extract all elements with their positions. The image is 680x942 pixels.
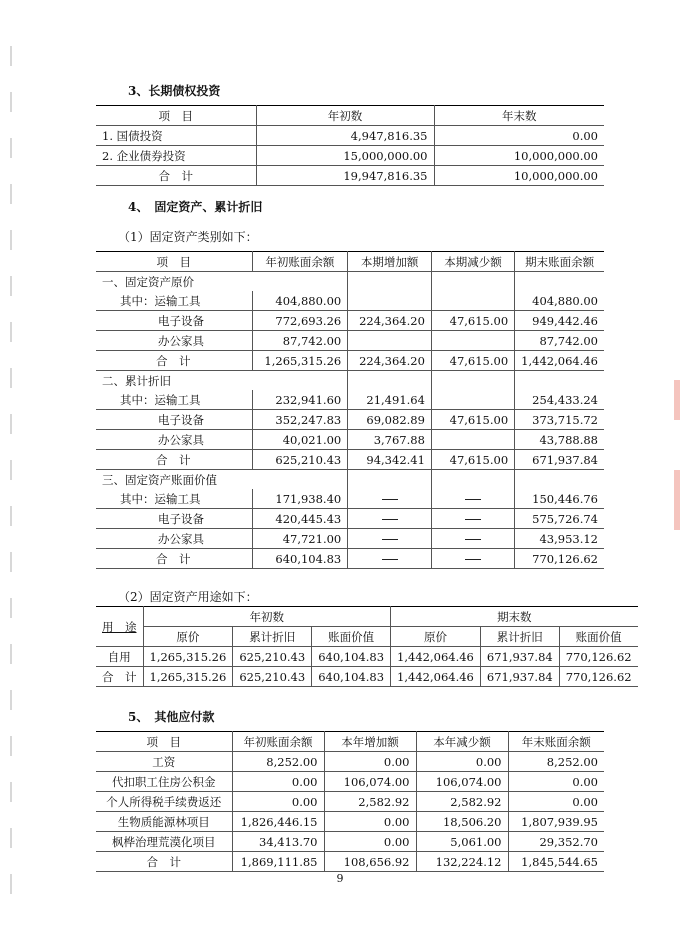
row-dec: 47,615.00 bbox=[431, 450, 514, 470]
row-use: 合 计 bbox=[96, 667, 143, 687]
table-row bbox=[96, 291, 604, 311]
row-dec bbox=[431, 430, 514, 450]
table-header-row bbox=[96, 732, 604, 752]
table-total-row bbox=[96, 166, 604, 186]
row-dec bbox=[431, 529, 514, 549]
row-value: 640,104.83 bbox=[312, 667, 391, 687]
subheader-cost: 原价 bbox=[391, 627, 481, 647]
row-end: 87,742.00 bbox=[515, 331, 604, 351]
row-item: 合 计 bbox=[96, 549, 252, 569]
header-begin: 年初数 bbox=[256, 106, 434, 126]
group-empty-cell bbox=[515, 371, 604, 391]
row-end: 1,845,544.65 bbox=[508, 852, 604, 872]
row-end: 10,000,000.00 bbox=[434, 166, 604, 186]
group-row bbox=[96, 371, 604, 391]
group-row bbox=[96, 470, 604, 490]
row-begin: 0.00 bbox=[232, 792, 324, 812]
dash-mark bbox=[382, 539, 398, 540]
row-begin: 4,947,816.35 bbox=[256, 126, 434, 146]
group-empty-cell bbox=[348, 470, 432, 490]
table-row bbox=[96, 146, 604, 166]
row-dec bbox=[431, 390, 514, 410]
row-begin: 40,021.00 bbox=[252, 430, 348, 450]
row-end: 1,807,939.95 bbox=[508, 812, 604, 832]
row-inc bbox=[348, 549, 432, 569]
row-end: 575,726.74 bbox=[515, 509, 604, 529]
row-value: 770,126.62 bbox=[559, 667, 637, 687]
row-end: 0.00 bbox=[508, 792, 604, 812]
row-begin: 1,826,446.15 bbox=[232, 812, 324, 832]
row-dec: 0.00 bbox=[416, 752, 508, 772]
table-header-row bbox=[96, 252, 604, 272]
row-end: 29,352.70 bbox=[508, 832, 604, 852]
row-begin: 87,742.00 bbox=[252, 331, 348, 351]
group-empty-cell bbox=[252, 470, 348, 490]
row-end: 43,953.12 bbox=[515, 529, 604, 549]
group-empty-cell bbox=[431, 470, 514, 490]
group-empty-cell bbox=[431, 371, 514, 391]
row-inc: 224,364.20 bbox=[348, 351, 432, 371]
row-dec bbox=[431, 489, 514, 509]
table-row bbox=[96, 410, 604, 430]
group-empty-cell bbox=[252, 272, 348, 292]
table-row bbox=[96, 331, 604, 351]
group-row bbox=[96, 272, 604, 292]
fixed-asset-use-table bbox=[96, 606, 638, 687]
row-item: 合 计 bbox=[96, 166, 256, 186]
row-inc bbox=[348, 509, 432, 529]
row-inc bbox=[348, 489, 432, 509]
row-value: 1,265,315.26 bbox=[143, 667, 233, 687]
header-end: 年末账面余额 bbox=[508, 732, 604, 752]
table-row bbox=[96, 647, 638, 667]
row-inc: 94,342.41 bbox=[348, 450, 432, 470]
row-inc: 108,656.92 bbox=[324, 852, 416, 872]
row-value: 770,126.62 bbox=[559, 647, 637, 667]
row-inc: 224,364.20 bbox=[348, 311, 432, 331]
row-item: 办公家具 bbox=[96, 331, 252, 351]
header-item: 项 目 bbox=[96, 252, 252, 272]
fixed-asset-body bbox=[96, 272, 604, 569]
row-end: 949,442.46 bbox=[515, 311, 604, 331]
dash-mark bbox=[465, 499, 481, 500]
row-end: 0.00 bbox=[508, 772, 604, 792]
group-empty-cell bbox=[515, 272, 604, 292]
row-dec bbox=[431, 331, 514, 351]
header-begin: 年初账面余额 bbox=[252, 252, 348, 272]
table-header-row bbox=[96, 607, 638, 627]
row-inc: 21,491.64 bbox=[348, 390, 432, 410]
row-value: 1,265,315.26 bbox=[143, 647, 233, 667]
dash-mark bbox=[465, 539, 481, 540]
section-3-title: 3、长期债权投资 bbox=[128, 84, 221, 98]
header-inc: 本年增加额 bbox=[324, 732, 416, 752]
row-dec bbox=[431, 291, 514, 311]
page-number: 9 bbox=[336, 872, 344, 885]
row-item: 生物质能源林项目 bbox=[96, 812, 232, 832]
row-begin: 232,941.60 bbox=[252, 390, 348, 410]
subheader-book: 账面价值 bbox=[312, 627, 391, 647]
row-end: 43,788.88 bbox=[515, 430, 604, 450]
group-empty-cell bbox=[348, 371, 432, 391]
table-total-row bbox=[96, 667, 638, 687]
row-end: 770,126.62 bbox=[515, 549, 604, 569]
group-empty-cell bbox=[252, 371, 348, 391]
row-begin: 772,693.26 bbox=[252, 311, 348, 331]
dash-mark bbox=[382, 519, 398, 520]
row-end: 373,715.72 bbox=[515, 410, 604, 430]
row-item: 枫桦治理荒漠化项目 bbox=[96, 832, 232, 852]
dash-mark bbox=[382, 499, 398, 500]
row-item: 办公家具 bbox=[96, 430, 252, 450]
header-use-label: 用 途 bbox=[102, 619, 137, 634]
row-item: 代扣职工住房公积金 bbox=[96, 772, 232, 792]
table-row bbox=[96, 529, 604, 549]
row-begin: 0.00 bbox=[232, 772, 324, 792]
row-item: 其中：运输工具 bbox=[96, 291, 252, 311]
row-inc: 0.00 bbox=[324, 812, 416, 832]
row-item: 其中：运输工具 bbox=[96, 489, 252, 509]
row-begin: 8,252.00 bbox=[232, 752, 324, 772]
row-item: 电子设备 bbox=[96, 311, 252, 331]
group-empty-cell bbox=[515, 470, 604, 490]
table-row bbox=[96, 792, 604, 812]
row-begin: 625,210.43 bbox=[252, 450, 348, 470]
row-dec: 2,582.92 bbox=[416, 792, 508, 812]
table-row bbox=[96, 311, 604, 331]
row-end: 0.00 bbox=[434, 126, 604, 146]
row-end: 404,880.00 bbox=[515, 291, 604, 311]
row-value: 640,104.83 bbox=[312, 647, 391, 667]
row-inc bbox=[348, 291, 432, 311]
row-end: 150,446.76 bbox=[515, 489, 604, 509]
row-end: 8,252.00 bbox=[508, 752, 604, 772]
header-dec: 本期减少额 bbox=[431, 252, 514, 272]
table-total-row bbox=[96, 351, 604, 371]
row-item: 合 计 bbox=[96, 450, 252, 470]
row-dec: 47,615.00 bbox=[431, 351, 514, 371]
row-begin: 420,445.43 bbox=[252, 509, 348, 529]
row-end: 10,000,000.00 bbox=[434, 146, 604, 166]
header-end: 期末账面余额 bbox=[515, 252, 604, 272]
table-total-row bbox=[96, 549, 604, 569]
row-dec: 18,506.20 bbox=[416, 812, 508, 832]
header-end: 年末数 bbox=[434, 106, 604, 126]
row-value: 625,210.43 bbox=[233, 647, 312, 667]
row-value: 1,442,064.46 bbox=[391, 667, 481, 687]
row-end: 254,433.24 bbox=[515, 390, 604, 410]
table-total-row bbox=[96, 450, 604, 470]
row-begin: 352,247.83 bbox=[252, 410, 348, 430]
table-row bbox=[96, 509, 604, 529]
row-dec: 5,061.00 bbox=[416, 832, 508, 852]
row-dec: 106,074.00 bbox=[416, 772, 508, 792]
row-begin: 34,413.70 bbox=[232, 832, 324, 852]
subheader-depr: 累计折旧 bbox=[480, 627, 559, 647]
subheader-depr: 累计折旧 bbox=[233, 627, 312, 647]
row-inc bbox=[348, 331, 432, 351]
long-term-investment-table bbox=[96, 105, 604, 186]
header-use bbox=[96, 607, 143, 647]
row-value: 1,442,064.46 bbox=[391, 647, 481, 667]
row-inc: 0.00 bbox=[324, 832, 416, 852]
row-dec bbox=[431, 549, 514, 569]
row-inc: 0.00 bbox=[324, 752, 416, 772]
subheader-cost: 原价 bbox=[143, 627, 233, 647]
table-subheader-row bbox=[96, 627, 638, 647]
row-begin: 47,721.00 bbox=[252, 529, 348, 549]
row-begin: 404,880.00 bbox=[252, 291, 348, 311]
row-dec: 132,224.12 bbox=[416, 852, 508, 872]
row-dec: 47,615.00 bbox=[431, 311, 514, 331]
row-item: 合 计 bbox=[96, 351, 252, 371]
group-name: 一、固定资产原价 bbox=[102, 274, 194, 289]
subheader-book: 账面价值 bbox=[559, 627, 637, 647]
row-item: 办公家具 bbox=[96, 529, 252, 549]
row-begin: 19,947,816.35 bbox=[256, 166, 434, 186]
row-item: 其中：运输工具 bbox=[96, 390, 252, 410]
row-value: 625,210.43 bbox=[233, 667, 312, 687]
dash-mark bbox=[465, 519, 481, 520]
table-header-row bbox=[96, 106, 604, 126]
row-inc: 106,074.00 bbox=[324, 772, 416, 792]
table-row bbox=[96, 752, 604, 772]
row-value: 671,937.84 bbox=[480, 667, 559, 687]
row-value: 671,937.84 bbox=[480, 647, 559, 667]
row-dec: 47,615.00 bbox=[431, 410, 514, 430]
row-item: 合 计 bbox=[96, 852, 232, 872]
other-payables-table bbox=[96, 731, 604, 872]
header-begin: 年初账面余额 bbox=[232, 732, 324, 752]
row-item: 2. 企业债券投资 bbox=[96, 146, 256, 166]
row-begin: 1,869,111.85 bbox=[232, 852, 324, 872]
row-inc: 3,767.88 bbox=[348, 430, 432, 450]
row-end: 1,442,064.46 bbox=[515, 351, 604, 371]
header-group-begin: 年初数 bbox=[143, 607, 391, 627]
other-payables-body bbox=[96, 752, 604, 872]
header-dec: 本年减少额 bbox=[416, 732, 508, 752]
row-inc: 69,082.89 bbox=[348, 410, 432, 430]
section-4-sub2: （2）固定资产用途如下： bbox=[118, 590, 258, 604]
table-row bbox=[96, 126, 604, 146]
header-item: 项 目 bbox=[96, 732, 232, 752]
row-use: 自用 bbox=[96, 647, 143, 667]
group-name: 二、累计折旧 bbox=[102, 373, 171, 388]
section-4-title: 4、 固定资产、累计折旧 bbox=[128, 200, 263, 214]
table-row bbox=[96, 489, 604, 509]
fixed-asset-category-table bbox=[96, 251, 604, 569]
dash-mark bbox=[465, 559, 481, 560]
row-inc: 2,582.92 bbox=[324, 792, 416, 812]
row-begin: 640,104.83 bbox=[252, 549, 348, 569]
row-begin: 1,265,315.26 bbox=[252, 351, 348, 371]
table-row bbox=[96, 832, 604, 852]
row-item: 个人所得税手续费返还 bbox=[96, 792, 232, 812]
section-5-title: 5、 其他应付款 bbox=[128, 710, 215, 724]
table-row bbox=[96, 772, 604, 792]
table-total-row bbox=[96, 852, 604, 872]
group-empty-cell bbox=[348, 272, 432, 292]
section-4-sub1: （1）固定资产类别如下： bbox=[118, 230, 258, 244]
row-item: 工资 bbox=[96, 752, 232, 772]
row-item: 1. 国债投资 bbox=[96, 126, 256, 146]
header-group-end: 期末数 bbox=[391, 607, 638, 627]
dash-mark bbox=[382, 559, 398, 560]
row-item: 电子设备 bbox=[96, 509, 252, 529]
row-inc bbox=[348, 529, 432, 549]
group-name: 三、固定资产账面价值 bbox=[102, 472, 217, 487]
row-begin: 15,000,000.00 bbox=[256, 146, 434, 166]
table-row bbox=[96, 390, 604, 410]
header-item: 项 目 bbox=[96, 106, 256, 126]
row-dec bbox=[431, 509, 514, 529]
row-end: 671,937.84 bbox=[515, 450, 604, 470]
row-begin: 171,938.40 bbox=[252, 489, 348, 509]
row-item: 电子设备 bbox=[96, 410, 252, 430]
group-empty-cell bbox=[431, 272, 514, 292]
table-row bbox=[96, 430, 604, 450]
header-inc: 本期增加额 bbox=[348, 252, 432, 272]
table-row bbox=[96, 812, 604, 832]
